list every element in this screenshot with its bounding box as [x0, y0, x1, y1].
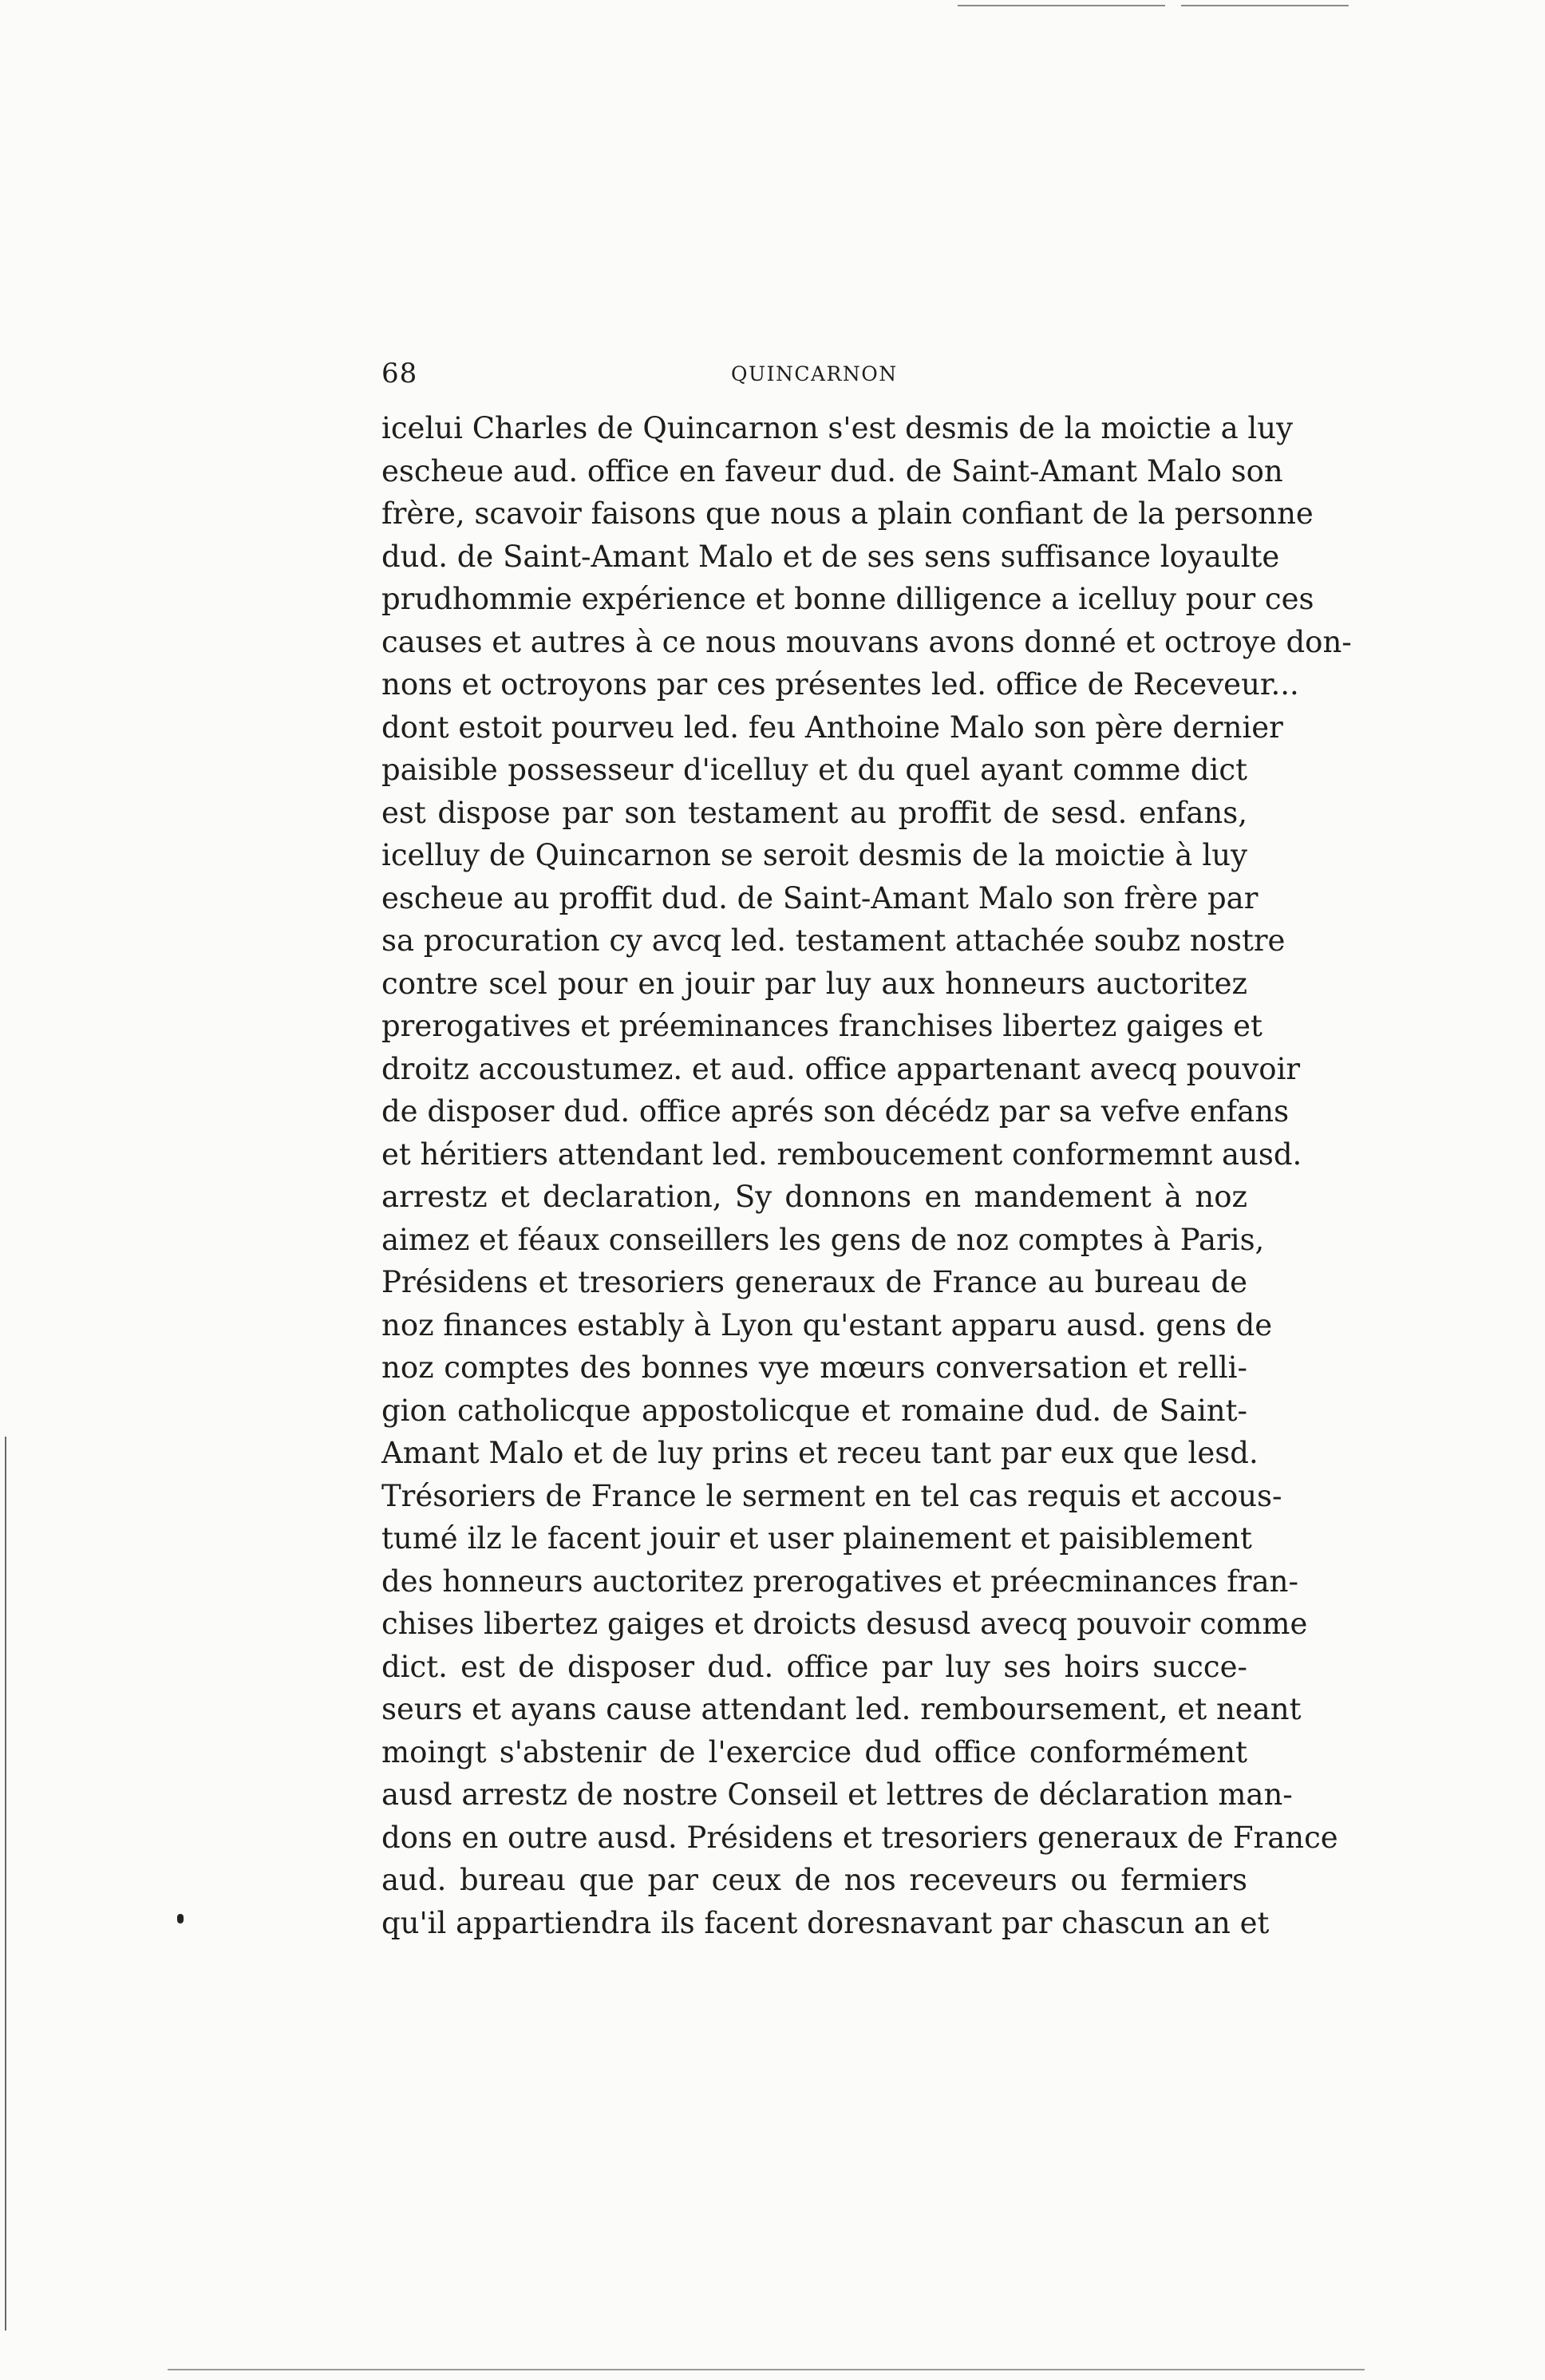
text-line: Trésoriers de France le serment en tel cas requis et accous-	[381, 1478, 1282, 1513]
scan-left-edge	[5, 1437, 6, 2331]
text-line: seurs et ayans cause attendant led. remboursement, et neant	[381, 1692, 1302, 1726]
text-line: tumé ilz le facent jouir et user plainement et paisiblement	[381, 1521, 1252, 1556]
text-line: dont estoit pourveu led. feu Anthoine Malo son père dernier	[381, 710, 1283, 745]
text-line: Amant Malo et de luy prins et receu tant par eux que lesd.	[381, 1436, 1259, 1470]
text-line: frère, scavoir faisons que nous a plain confiant de la personne	[381, 496, 1314, 531]
text-line: aimez et féaux conseillers les gens de noz comptes à Paris,	[381, 1222, 1265, 1257]
text-line: dict. est de disposer dud. office par luy ses hoirs succe-	[381, 1649, 1247, 1684]
text-line: dud. de Saint-Amant Malo et de ses sens suffisance loyaulte	[381, 539, 1280, 574]
text-line: contre scel pour en jouir par luy aux honneurs auctoritez	[381, 966, 1247, 1001]
scan-top-rule	[958, 5, 1165, 6]
scan-bottom-rule	[168, 2369, 1365, 2370]
text-line: Présidens et tresoriers generaux de France au bureau de	[381, 1265, 1247, 1299]
text-line: prerogatives et préeminances franchises libertez gaiges et	[381, 1009, 1262, 1043]
text-line: causes et autres à ce nous mouvans avons donné et octroye don-	[381, 624, 1352, 659]
text-line: sa procuration cy avcq led. testament attachée soubz nostre	[381, 923, 1286, 958]
text-line: prudhommie expérience et bonne dilligence a icelluy pour ces	[381, 582, 1314, 616]
text-line: droitz accoustumez. et aud. office appartenant avecq pouvoir	[381, 1051, 1301, 1086]
text-line: qu'il appartiendra ils facent doresnavant par chascun an et	[381, 1905, 1270, 1940]
text-line: gion catholicque appostolicque et romaine dud. de Saint-	[381, 1393, 1247, 1428]
text-line: ausd arrestz de nostre Conseil et lettres de déclaration man-	[381, 1777, 1293, 1812]
scan-ink-spot	[177, 1914, 184, 1923]
text-line: est dispose par son testament au proffit de sesd. enfans,	[381, 795, 1247, 830]
text-line: icelluy de Quincarnon se seroit desmis de la moictie à luy	[381, 838, 1247, 872]
text-line: noz comptes des bonnes vye mœurs conversation et relli-	[381, 1350, 1247, 1385]
page-header	[381, 358, 1283, 399]
text-line: dons en outre ausd. Présidens et tresoriers generaux de France	[381, 1820, 1338, 1855]
text-line: noz finances estably à Lyon qu'estant apparu ausd. gens de	[381, 1307, 1273, 1342]
scan-top-rule	[1181, 5, 1349, 6]
text-line: de disposer dud. office aprés son décédz par sa vefve enfans	[381, 1094, 1290, 1129]
page-number: 68	[381, 358, 418, 389]
text-line: aud. bureau que par ceux de nos receveurs ou fermiers	[381, 1863, 1247, 1897]
text-line: des honneurs auctoritez prerogatives et préecminances fran-	[381, 1564, 1298, 1599]
text-line: icelui Charles de Quincarnon s'est desmis de la moictie a luy	[381, 411, 1293, 445]
text-line: nons et octroyons par ces présentes led. office de Receveur...	[381, 667, 1299, 702]
text-line: chises libertez gaiges et droicts desusd avecq pouvoir comme	[381, 1607, 1308, 1641]
text-line: escheue aud. office en faveur dud. de Saint-Amant Malo son	[381, 453, 1283, 488]
body-text	[381, 407, 1352, 1944]
running-head: QUINCARNON	[731, 362, 898, 385]
text-line: paisible possesseur d'icelluy et du quel ayant comme dict	[381, 753, 1247, 787]
text-line: et héritiers attendant led. remboucement conformemnt ausd.	[381, 1137, 1302, 1172]
text-line: arrestz et declaration, Sy donnons en mandement à noz	[381, 1180, 1247, 1214]
text-line: escheue au proffit dud. de Saint-Amant Malo son frère par	[381, 880, 1259, 915]
text-line: moingt s'abstenir de l'exercice dud office conformément	[381, 1734, 1247, 1769]
